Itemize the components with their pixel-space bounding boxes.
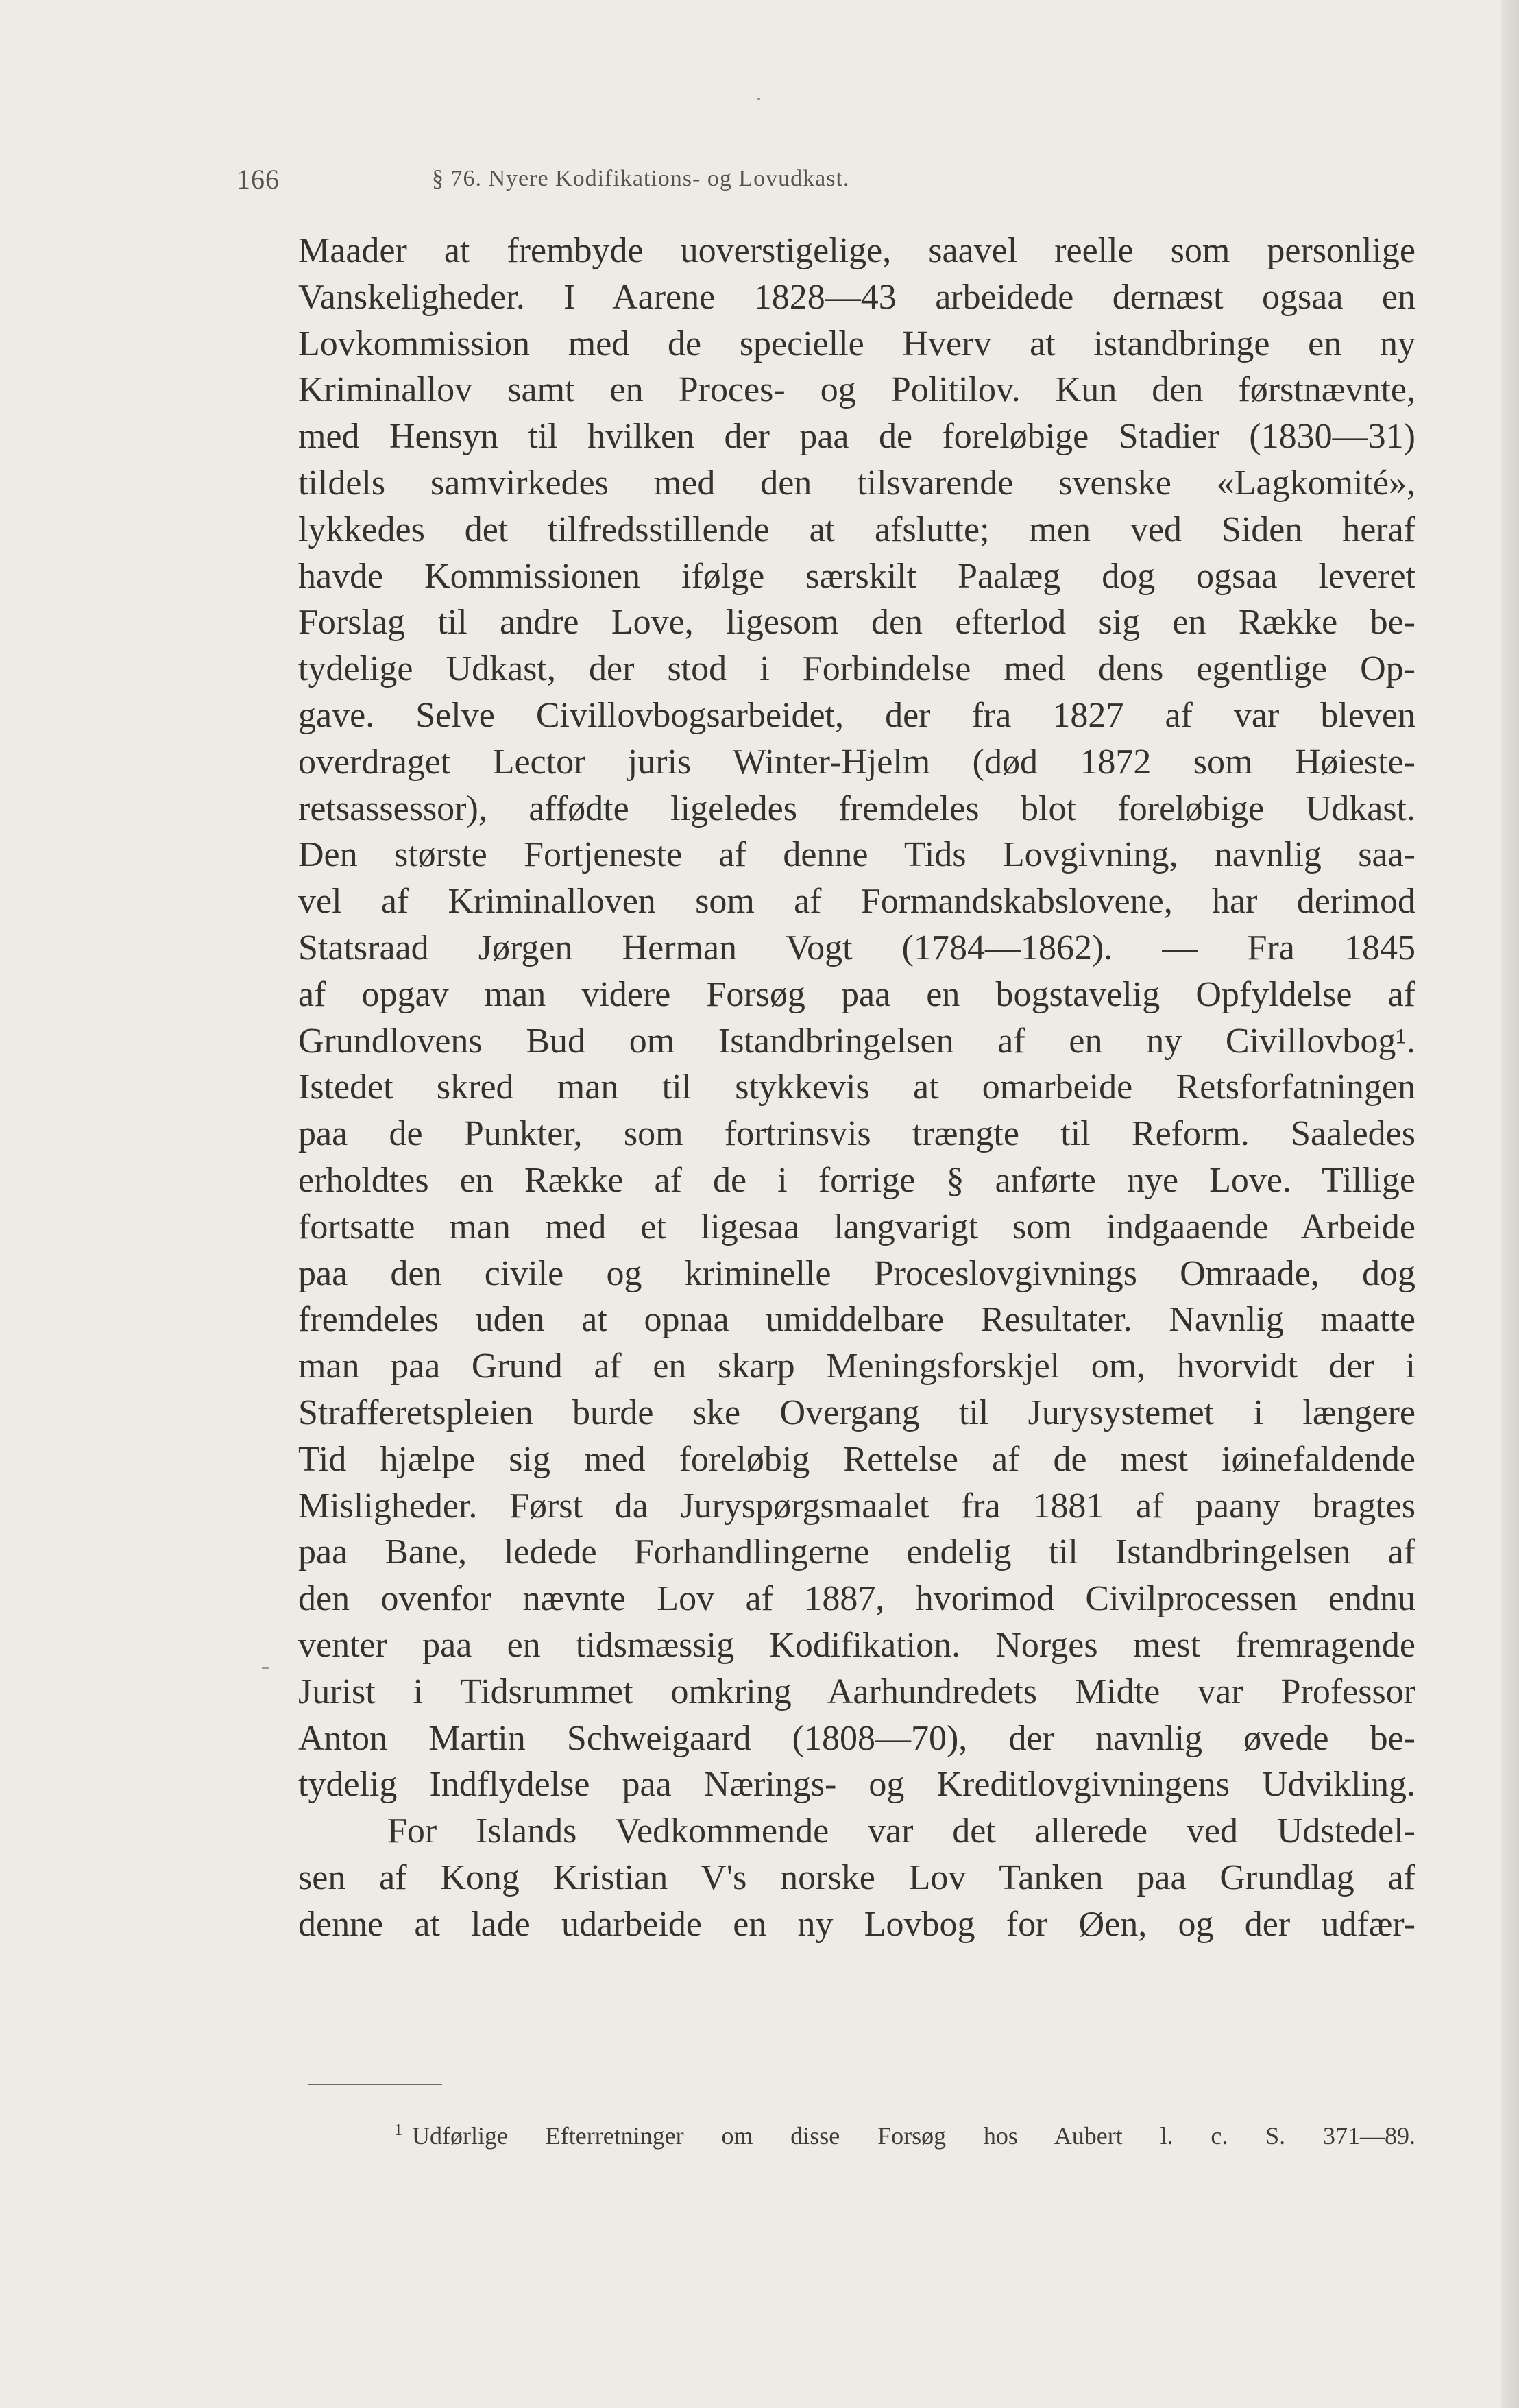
text-line: overdraget Lector juris Winter-Hjelm (død 1872 som Høieste-: [298, 742, 1415, 782]
text-line: Vanskeligheder. I Aarene 1828—43 arbeidede dernæst ogsaa en: [298, 277, 1415, 317]
text-line: af opgav man videre Forsøg paa en bogstavelig Opfyldelse af: [298, 974, 1415, 1014]
text-line: retsassessor), affødte ligeledes fremdeles blot foreløbige Udkast.: [298, 788, 1415, 828]
body-text: [298, 228, 1415, 1947]
text-line: man paa Grund af en skarp Meningsforskjel om, hvorvidt der i: [298, 1347, 1415, 1386]
text-line: Lovkommission med de specielle Hverv at istandbringe en ny: [298, 324, 1415, 363]
paper-speck: [757, 98, 760, 100]
text-line: den ovenfor nævnte Lov af 1887, hvorimod Civilprocessen endnu: [298, 1579, 1415, 1619]
footnote-marker: 1: [394, 2121, 402, 2139]
footnote-text: Udførlige Efterretninger om disse Forsøg hos Aubert l. c. S. 371—89.: [412, 2122, 1415, 2150]
text-line: Statsraad Jørgen Herman Vogt (1784—1862). — Fra 1845: [298, 928, 1415, 967]
text-line: Misligheder. Først da Juryspørgsmaalet fra 1881 af paany bragtes: [298, 1486, 1415, 1526]
footnote-rule: [308, 2084, 442, 2085]
text-line: Istedet skred man til stykkevis at omarbeide Retsforfatningen: [298, 1068, 1415, 1107]
text-line: Grundlovens Bud om Istandbringelsen af en ny Civillovbog¹.: [298, 1021, 1415, 1061]
text-line: lykkedes det tilfredsstillende at afslutte; men ved Siden heraf: [298, 509, 1415, 549]
paragraph-start-line: For Islands Vedkommende var det allerede ved Udstedel-: [387, 1811, 1415, 1851]
text-line: fremdeles uden at opnaa umiddelbare Resultater. Navnlig maatte: [298, 1300, 1415, 1340]
page-edge: [1501, 0, 1519, 2408]
text-line: Jurist i Tidsrummet omkring Aarhundredets Midte var Professor: [298, 1672, 1415, 1711]
paper-speck: [262, 1667, 269, 1669]
text-line: Maader at frembyde uoverstigelige, saavel reelle som personlige: [298, 231, 1415, 270]
text-line: havde Kommissionen ifølge særskilt Paalæg dog ogsaa leveret: [298, 556, 1415, 596]
page-header: [236, 163, 1402, 204]
text-line: sen af Kong Kristian V's norske Lov Tanken paa Grundlag af: [298, 1857, 1415, 1897]
text-line: Den største Fortjeneste af denne Tids Lovgivning, navnlig saa-: [298, 835, 1415, 875]
text-line: gave. Selve Civillovbogsarbeidet, der fra 1827 af var bleven: [298, 695, 1415, 735]
text-line: tydelige Udkast, der stod i Forbindelse med dens egentlige Op-: [298, 649, 1415, 689]
text-line: tydelig Indflydelse paa Nærings- og Kreditlovgivningens Udvikling.: [298, 1765, 1415, 1805]
text-line: Tid hjælpe sig med foreløbig Rettelse af de mest iøinefaldende: [298, 1439, 1415, 1479]
text-line: venter paa en tidsmæssig Kodifikation. Norges mest fremragende: [298, 1625, 1415, 1665]
text-line: tildels samvirkedes med den tilsvarende svenske «Lagkomité»,: [298, 463, 1415, 503]
running-head: § 76. Nyere Kodifikations- og Lovudkast.: [432, 166, 850, 191]
text-line: vel af Kriminalloven som af Formandskabslovene, har derimod: [298, 882, 1415, 922]
text-line: fortsatte man med et ligesaa langvarigt som indgaaende Arbeide: [298, 1207, 1415, 1247]
page-number: 166: [236, 164, 280, 195]
text-line: Forslag til andre Love, ligesom den efterlod sig en Række be-: [298, 603, 1415, 642]
text-line: denne at lade udarbeide en ny Lovbog for Øen, og der udfær-: [298, 1904, 1415, 1944]
text-line: Strafferetspleien burde ske Overgang til Jurysystemet i længere: [298, 1393, 1415, 1432]
text-line: paa den civile og kriminelle Proceslovgivnings Omraade, dog: [298, 1253, 1415, 1293]
text-line: med Hensyn til hvilken der paa de foreløbige Stadier (1830—31): [298, 417, 1415, 457]
text-line: erholdtes en Række af de i forrige § anførte nye Love. Tillige: [298, 1160, 1415, 1200]
text-line: paa de Punkter, som fortrinsvis trængte til Reform. Saaledes: [298, 1114, 1415, 1154]
text-line: paa Bane, ledede Forhandlingerne endelig til Istandbringelsen af: [298, 1532, 1415, 1572]
text-line: Kriminallov samt en Proces- og Politilov. Kun den førstnævnte,: [298, 370, 1415, 410]
footnote: [394, 2115, 1415, 2151]
text-line: Anton Martin Schweigaard (1808—70), der navnlig øvede be-: [298, 1718, 1415, 1758]
